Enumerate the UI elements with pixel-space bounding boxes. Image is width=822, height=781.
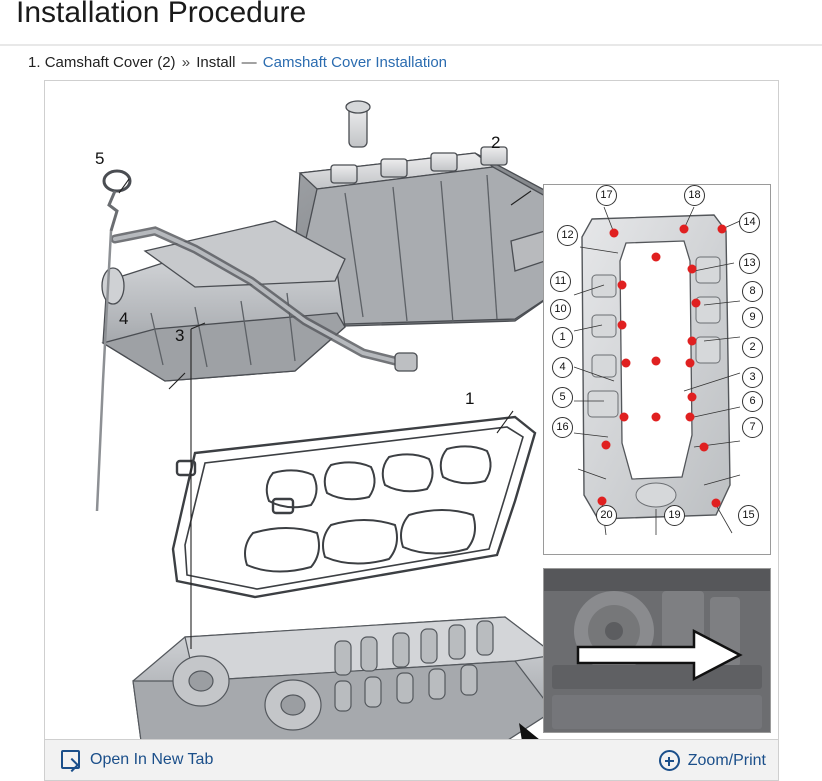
zoom-print-button[interactable]: [659, 750, 766, 771]
zoom-in-icon: [659, 750, 680, 771]
figure-container: [44, 80, 779, 740]
zoom-print-label: Zoom/Print: [687, 751, 766, 769]
callout-4: 4: [552, 357, 573, 378]
callout-18: 18: [684, 185, 705, 206]
callout-1: 1: [552, 327, 573, 348]
title-divider: [0, 44, 822, 46]
callout-15: 15: [738, 505, 759, 526]
callout-13: 13: [739, 253, 760, 274]
breadcrumb-dash: —: [241, 54, 257, 71]
callout-10: 10: [550, 299, 571, 320]
callout-9: 9: [742, 307, 763, 328]
breadcrumb-separator: »: [181, 54, 191, 71]
open-in-new-tab-button[interactable]: [61, 750, 213, 769]
breadcrumb-link[interactable]: Camshaft Cover Installation: [262, 54, 448, 71]
callout-5: 5: [552, 387, 573, 408]
figure-label-1: 1: [465, 389, 475, 408]
callout-6: 6: [742, 391, 763, 412]
callout-7: 7: [742, 417, 763, 438]
figure-label-3: 3: [175, 326, 185, 345]
breadcrumb-action: Install: [196, 54, 236, 71]
callout-19: 19: [664, 505, 685, 526]
detail-photo-inset: [543, 568, 771, 733]
figure-label-5: 5: [95, 149, 105, 168]
breadcrumb-component: Camshaft Cover (2): [44, 54, 176, 71]
external-link-icon: [61, 750, 80, 769]
callout-3: 3: [742, 367, 763, 388]
bolt-sequence-inset: [543, 184, 771, 555]
callout-8: 8: [742, 281, 763, 302]
callout-11: 11: [550, 271, 571, 292]
callout-16: 16: [552, 417, 573, 438]
engine-detail-photo: [544, 569, 770, 732]
callout-12: 12: [557, 225, 578, 246]
figure-toolbar: [44, 740, 779, 781]
cover-underside-diagram: [544, 185, 770, 554]
figure-label-2: 2: [491, 133, 501, 152]
page-title: Installation Procedure: [16, 0, 307, 29]
breadcrumb: [28, 54, 447, 71]
breadcrumb-number: 1.: [28, 54, 41, 71]
callout-14: 14: [739, 212, 760, 233]
callout-2: 2: [742, 337, 763, 358]
open-in-new-tab-label: Open In New Tab: [90, 750, 214, 768]
figure-label-4: 4: [119, 309, 129, 328]
callout-20: 20: [596, 505, 617, 526]
callout-17: 17: [596, 185, 617, 206]
